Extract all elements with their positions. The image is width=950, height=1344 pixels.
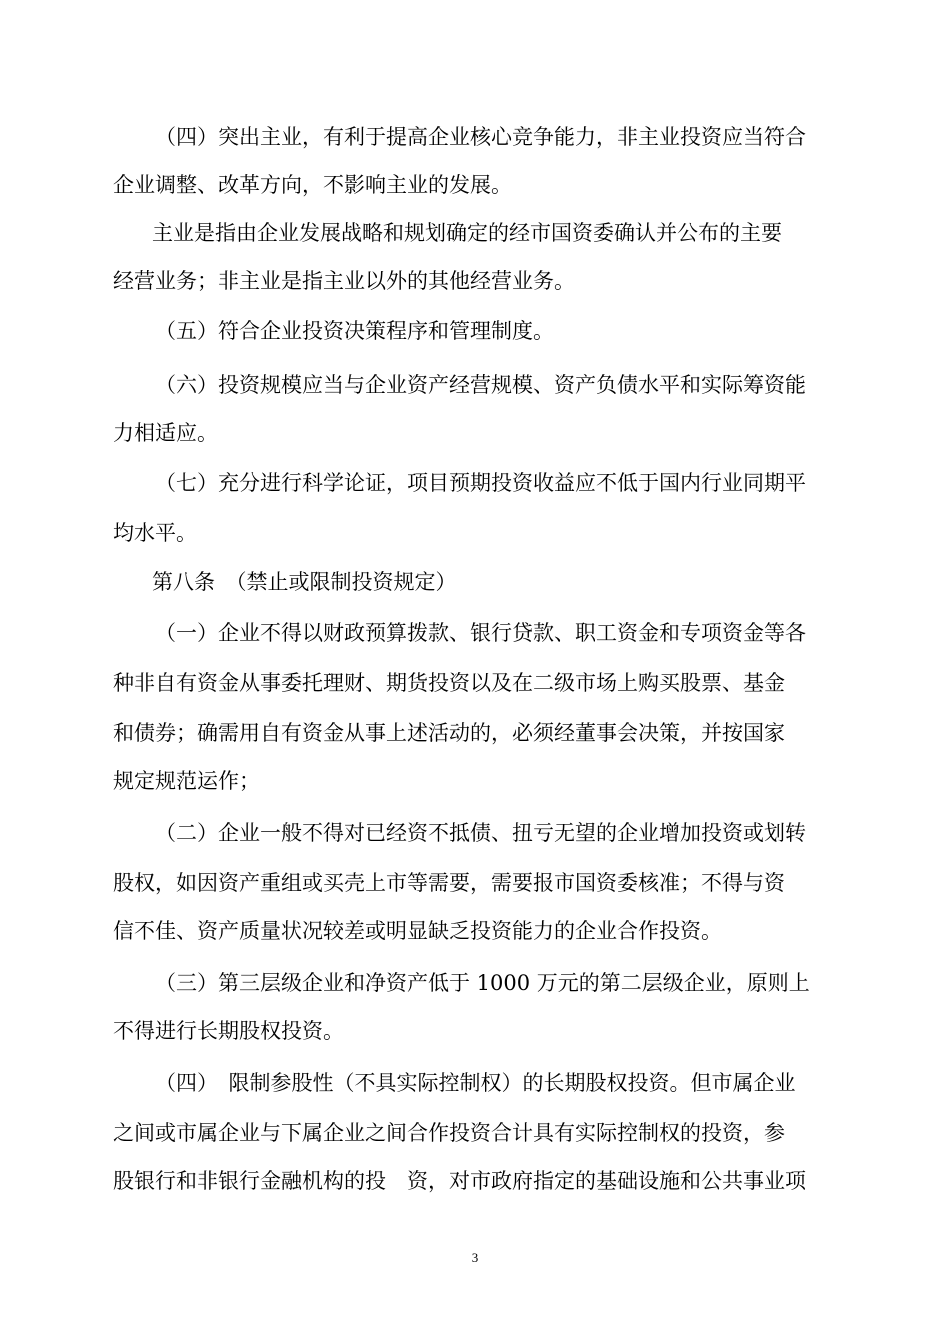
text-line: 规定规范运作； [113, 769, 260, 793]
page-number: 3 [471, 1250, 479, 1265]
text-line: （五）符合企业投资决策程序和管理制度。 [155, 319, 554, 343]
text-line: （二）企业一般不得对已经资不抵债、扭亏无望的企业增加投资或划转 [155, 821, 806, 845]
text-line: 经营业务；非主业是指主业以外的其他经营业务。 [113, 269, 575, 293]
text-line: 企业调整、改革方向，不影响主业的发展。 [113, 173, 512, 197]
text-line: （一）企业不得以财政预算拨款、银行贷款、职工资金和专项资金等各 [155, 621, 806, 645]
text-line: 主业是指由企业发展战略和规划确定的经市国资委确认并公布的主要 [152, 221, 782, 245]
text-line: 均水平。 [113, 521, 197, 545]
text-line: 力相适应。 [113, 421, 218, 445]
text-line: （四） 限制参股性（不具实际控制权）的长期股权投资。但市属企业 [155, 1071, 796, 1095]
text-line: （三）第三层级企业和净资产低于 1000 万元的第二层级企业，原则上 [155, 971, 810, 995]
text-line: （七）充分进行科学论证，项目预期投资收益应不低于国内行业同期平 [155, 471, 806, 495]
text-line: （四）突出主业，有利于提高企业核心竞争能力，非主业投资应当符合 [155, 125, 806, 149]
text-line: 第八条 （禁止或限制投资规定） [152, 570, 457, 594]
text-line: 信不佳、资产质量状况较差或明显缺乏投资能力的企业合作投资。 [113, 919, 722, 943]
text-line: 之间或市属企业与下属企业之间合作投资合计具有实际控制权的投资，参 [113, 1121, 785, 1145]
text-line: 和债券；确需用自有资金从事上述活动的，必须经董事会决策，并按国家 [113, 721, 785, 745]
text-line: 股权，如因资产重组或买壳上市等需要，需要报市国资委核准；不得与资 [113, 871, 785, 895]
text-line: （六）投资规模应当与企业资产经营规模、资产负债水平和实际筹资能 [155, 373, 806, 397]
text-line: 不得进行长期股权投资。 [113, 1019, 344, 1043]
text-line: 种非自有资金从事委托理财、期货投资以及在二级市场上购买股票、基金 [113, 671, 785, 695]
text-line: 股银行和非银行金融机构的投 资，对市政府指定的基础设施和公共事业项 [113, 1169, 806, 1193]
